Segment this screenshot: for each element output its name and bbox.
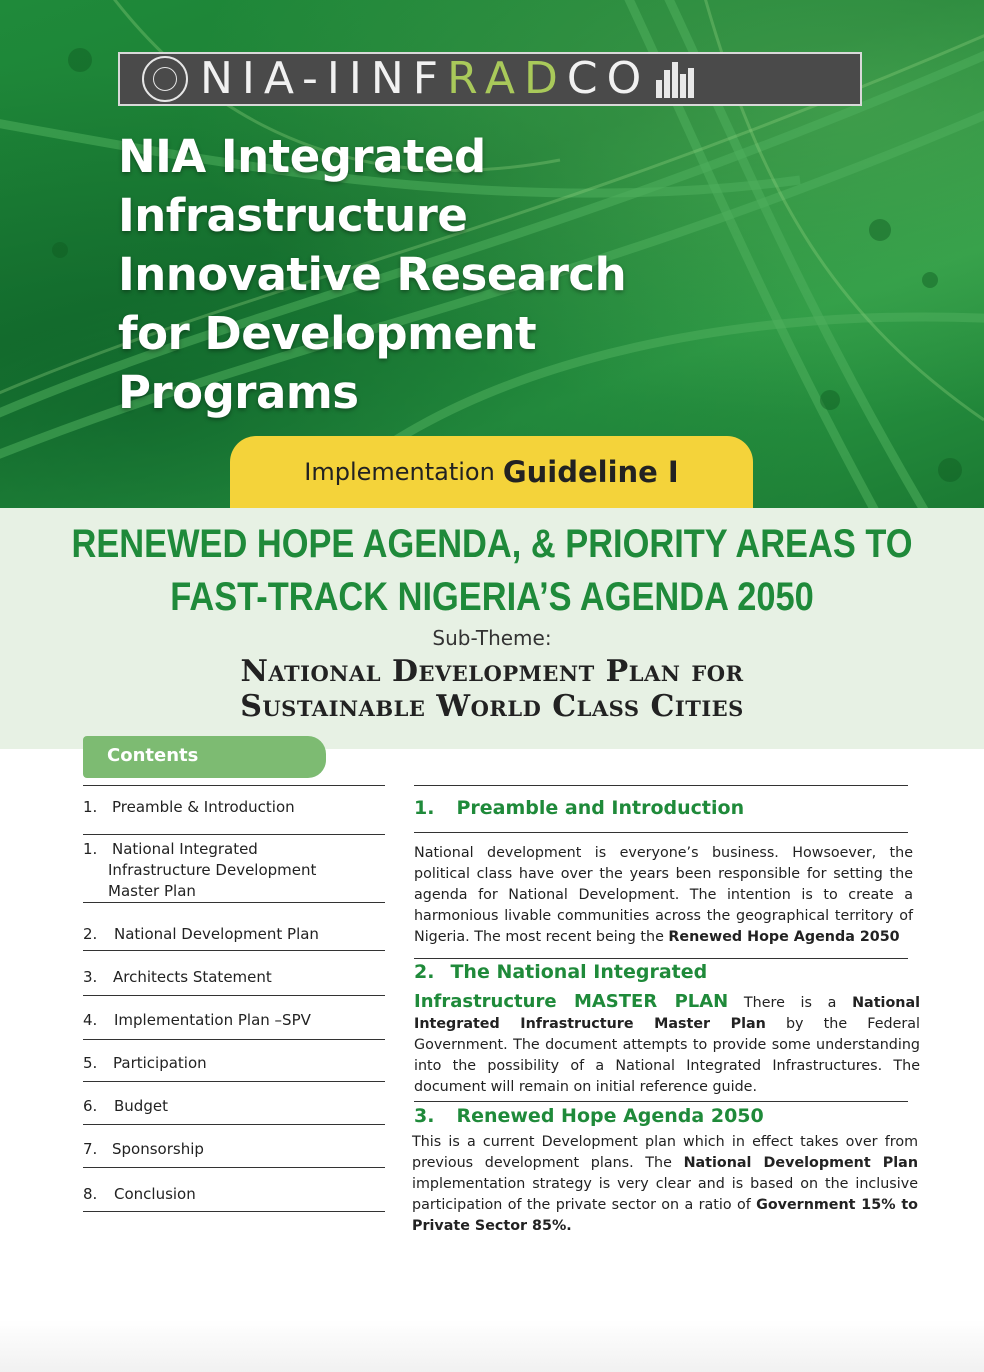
section-3-title: Renewed Hope Agenda 2050 — [456, 1105, 764, 1127]
agenda-line-2: FAST-TRACK NIGERIA’S AGENDA 2050 — [170, 575, 814, 619]
subtheme-line-1: National Development Plan for — [240, 654, 744, 689]
agenda-line-1: RENEWED HOPE AGENDA, & PRIORITY AREAS TO — [71, 522, 913, 566]
section-2-title-cont: Infrastructure MASTER PLAN — [414, 991, 729, 1012]
section-3-text: This is a current Development plan which in effect takes over from previous development plans. The National Development Plan implementation strategy is very clear and is based on the inclusive participation of the private sector on a ratio of Government 15% to Private Sector 85%. — [412, 1134, 919, 1234]
hero-title-line: NIA Integrated — [118, 130, 486, 183]
toc-item-number: 3. — [83, 968, 98, 986]
toc-item-label: National Integrated — [112, 840, 258, 858]
toc-item-label: Conclusion — [114, 1185, 196, 1203]
toc-item-number: 4. — [83, 1011, 98, 1029]
toc-item-number: 1. — [83, 840, 98, 858]
toc-item-number: 5. — [83, 1054, 98, 1072]
section-2-number: 2. — [414, 961, 435, 983]
toc-item-label: Infrastructure Development — [108, 861, 317, 879]
toc-item[interactable] — [83, 785, 385, 834]
hero-title-line: Innovative Research — [118, 248, 627, 301]
page-footer — [0, 1320, 984, 1372]
section-1-number: 1. — [414, 797, 435, 819]
toc-item-label: Master Plan — [108, 882, 196, 900]
logo-wordmark: NIA-IINFRADCO — [200, 53, 651, 104]
section-1-heading — [414, 797, 744, 819]
subtheme-label: Sub-Theme: — [432, 626, 552, 650]
guideline-pill — [230, 436, 753, 508]
toc-item-label: Preamble & Introduction — [112, 798, 295, 816]
hero-title-line: Programs — [118, 366, 359, 419]
logo-bar — [118, 52, 862, 106]
section-2-text: Infrastructure MASTER PLAN There is a National Integrated Infrastructure Master Plan by the Federal Government. The document attempts to provide some understanding into the possibility of a National Integrated Infrastructures. The document will remain on initial reference guide. — [414, 991, 920, 1095]
toc-item[interactable] — [83, 834, 385, 902]
toc-item[interactable] — [83, 995, 385, 1039]
toc-item-label: Sponsorship — [112, 1140, 204, 1158]
divider — [414, 832, 908, 833]
toc-item-label: Implementation Plan –SPV — [114, 1011, 311, 1029]
toc-item[interactable] — [83, 1081, 385, 1124]
section-1-title: Preamble and Introduction — [456, 797, 745, 819]
toc-item-number: 8. — [83, 1185, 98, 1203]
section-2-title: The National Integrated — [450, 961, 708, 983]
contents-title: Contents — [107, 745, 199, 766]
subtheme-line-2: Sustainable World Class Cities — [240, 689, 744, 724]
toc-item-label: Architects Statement — [113, 968, 272, 986]
section-1-text: National development is everyone’s business. Howsoever, the political class have over the years been responsible for setting the agenda for National Development. The intention is to create a harmonious livable communities across the geographical territory of Nigeria. The most recent being the Renewed Hope Agenda 2050 — [414, 845, 913, 945]
toc-item-number: 7. — [83, 1140, 98, 1158]
hero-title-line: Infrastructure — [118, 189, 468, 242]
divider — [414, 785, 908, 786]
toc-item[interactable] — [83, 1124, 385, 1167]
guideline-prefix: Implementation — [304, 458, 495, 486]
toc-item-number: 1. — [83, 798, 98, 816]
hero-banner — [0, 0, 984, 508]
guideline-number: Guideline I — [502, 455, 679, 489]
contents-tab — [83, 736, 326, 778]
section-3-heading — [414, 1105, 764, 1127]
hero-title-line: for Development — [118, 307, 537, 360]
divider — [414, 958, 908, 959]
toc-item[interactable] — [83, 902, 385, 950]
table-of-contents — [83, 785, 385, 1212]
divider — [414, 1101, 908, 1102]
toc-item-number: 2. — [83, 925, 98, 943]
toc-item[interactable] — [83, 950, 385, 995]
buildings-icon — [656, 60, 694, 98]
hero-title — [118, 127, 738, 422]
toc-item-label: National Development Plan — [114, 925, 319, 943]
toc-item[interactable] — [83, 1167, 385, 1211]
toc-item-number: 6. — [83, 1097, 98, 1115]
section-2-heading — [414, 961, 707, 983]
toc-item-label: Budget — [114, 1097, 168, 1115]
subtheme-title — [0, 654, 984, 724]
toc-item[interactable] — [83, 1039, 385, 1081]
agenda-heading — [69, 518, 915, 624]
section-3-number: 3. — [414, 1105, 435, 1127]
toc-divider — [83, 1211, 385, 1212]
toc-item-label: Participation — [113, 1054, 207, 1072]
nia-seal-icon — [142, 56, 188, 102]
